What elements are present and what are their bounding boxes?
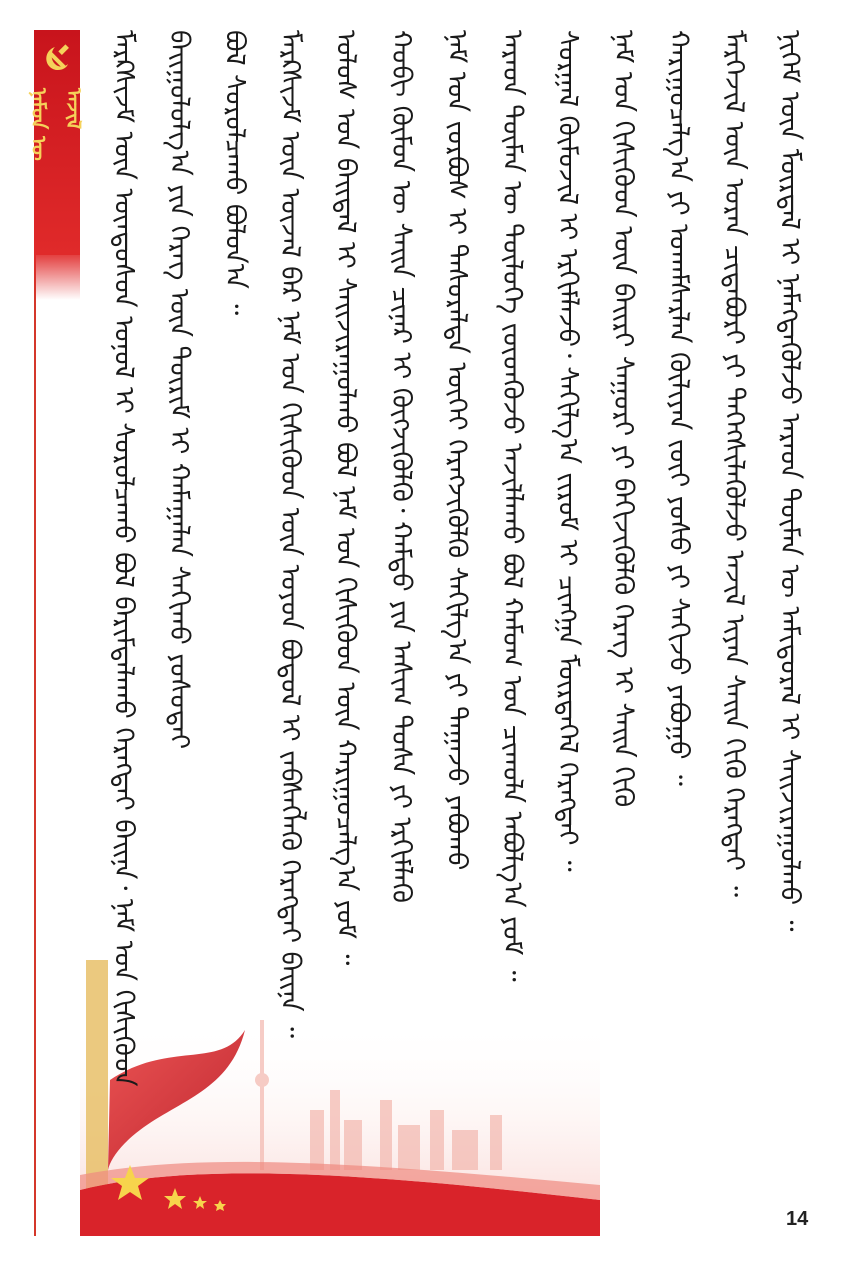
text-column: ᠪᠠᠢᠭᠤᠯᠤᠯᠭ᠎ᠠ ᠶᠢᠨ ᠬᠡᠷᠡᠭ ᠦᠨ ᠳᠦᠷᠢᠮ ᠢ ᠬᠠᠮᠠᠭᠠᠯᠠᠨ ᠰᠠᠬᠢᠬᠤ ᠶᠣᠰᠤᠳᠠᠢ xyxy=(163,30,195,750)
text-column: ᠰᠤᠷᠭᠠᠯ ᠬᠦᠮᠦᠵᠢᠯ ᠢ ᠡᠷᠬᠢᠮᠯᠡᠵᠦ᠂ ᠰᠠᠬᠢᠯᠭ᠎ᠠ ᠵᠢᠷᠤᠮ ᠢ ᠴᠢᠩᠭᠠ ᠮᠦᠷᠳᠡᠭᠡᠯ ᠬᠡᠷᠡᠭᠲᠡᠢ ᠃ xyxy=(552,30,583,872)
text-column: ᠨᠠᠮ ᠤᠨ ᠵᠤᠷᠪᠤᠰ ᠢ ᠲᠠᠰᠤᠷᠠᠯᠲᠠ ᠦᠭᠡᠢ ᠬᠡᠷᠡᠭᠵᠢᠭᠦᠯᠬᠦ ᠰᠠᠬᠢᠯᠭ᠎ᠠ ᠶᠢ ᠳᠠᠭᠠᠵᠤ ᠶᠠᠪᠤᠬᠤ xyxy=(441,30,472,871)
text-column: ᠪᠣᠯ ᠰᠤᠷᠤᠯᠴᠠᠬᠤ ᠪᠣᠯᠤᠨ᠎ᠠ ᠃ xyxy=(219,30,250,316)
text-column: ᠬᠠᠷᠢᠭᠤᠴᠠᠯᠭ᠎ᠠ ᠶᠢ ᠤᠬᠠᠮᠰᠠᠷᠯᠠᠨ ᠬᠦᠯᠢᠶᠡᠨ ᠵᠦᠢ ᠶᠣᠰᠤ ᠶᠢ ᠰᠠᠬᠢᠵᠤ ᠶᠠᠪᠤᠭᠤ ᠃ xyxy=(663,30,694,786)
page-number: 14 xyxy=(786,1208,809,1230)
text-column: ᠮᠠᠷᠺᠰᠢᠵᠮ ᠦᠨ ᠦᠵᠡᠯ ᠪᠠᠷ ᠨᠠᠮ ᠤᠨ ᠭᠢᠰᠢᠭᠦᠳ ᠦᠨ ᠤᠶᠤᠨ ᠪᠣᠳᠤᠯ ᠢ ᠵᠡᠪᠰᠡᠭᠯᠡᠬᠦ ᠬᠡᠷᠡᠭᠲᠡᠢ ᠪᠠᠢᠨᠠ ᠃ xyxy=(274,30,306,1038)
text-column: ᠬᠤᠪᠢ ᠬᠦᠮᠦᠨ ᠦ ᠰᠠᠢᠨ ᠴᠢᠨᠠᠷ ᠢ ᠬᠥᠭᠵᠢᠭᠦᠯᠬᠦ᠂ ᠬᠠᠮᠲᠤ ᠶᠢᠨ ᠠᠰᠢᠭ ᠲᠤᠰᠠ ᠶᠢ ᠡᠷᠬᠢᠮᠯᠡᠬᠦ xyxy=(385,30,417,903)
text-column: ᠨᠢᠭᠡᠮ ᠦᠨ ᠮᠥᠷᠳᠡᠯ ᠢ ᠨᠡᠮᠡᠭᠳᠡᠭᠦᠯᠵᠦ ᠠᠷᠠᠳ ᠲᠦᠮᠡᠨ ᠦ ᠠᠮᠢᠳᠤᠷᠠᠯ ᠢ ᠰᠠᠢᠵᠢᠷᠠᠭᠤᠯᠬᠤ ᠃ xyxy=(774,30,805,932)
text-column: ᠮᠠᠷᠺᠰᠢᠵᠮ ᠦᠨ ᠦᠨᠳᠦᠰᠦᠨ ᠤᠨᠤᠯ ᠢ ᠰᠤᠷᠤᠯᠴᠠᠬᠤ ᠪᠣᠯ ᠪᠠᠷᠢᠮᠲᠠᠯᠠᠬᠤ ᠬᠡᠷᠡᠭᠲᠡᠢ ᠪᠠᠢᠨᠠ᠂ ᠨᠠᠮ ᠤᠨ ᠭᠢᠰᠢᠭᠦᠳ xyxy=(108,30,139,1087)
header-title xyxy=(40,88,74,198)
header-band-fade xyxy=(34,250,80,300)
text-column: ᠮᠡᠷᠭᠡᠵᠢᠯ ᠦᠨ ᠤᠷᠠᠨ ᠴᠢᠳᠠᠪᠤᠷᠢ ᠶᠢ ᠳᠡᠭᠡᠭᠰᠢᠯᠡᠭᠦᠯᠵᠦ ᠠᠵᠢᠯ ᠢᠶᠠᠨ ᠰᠠᠢᠨ ᠬᠢᠬᠦ ᠬᠡᠷᠡᠭᠲᠡᠢ ᠃ xyxy=(718,30,750,898)
text-column: ᠨᠠᠮ ᠤᠨ ᠭᠢᠰᠢᠭᠦᠳ ᠦᠨ ᠪᠠᠢᠷᠢ ᠰᠠᠭᠤᠷᠢ ᠶᠢ ᠪᠡᠬᠢᠵᠢᠭᠦᠯᠬᠦ ᠬᠡᠷᠡᠭ ᠢ ᠰᠠᠢᠨ ᠬᠢᠬᠦ xyxy=(607,30,639,808)
text-column: ᠠᠷᠠᠳ ᠲᠦᠮᠡᠨ ᠦ ᠲᠥᠯᠦᠭᠡ ᠵᠦᠳᠬᠦᠵᠦ ᠠᠵᠢᠯᠯᠠᠬᠤ ᠪᠣᠯ ᠬᠠᠮᠤᠭ ᠤᠨ ᠴᠢᠬᠤᠯᠠ ᠠᠪᠤᠯᠭ᠎ᠠ ᠶᠤᠮ ᠃ xyxy=(496,30,528,982)
hammer-sickle-icon xyxy=(40,42,74,76)
text-column: ᠤᠯᠤᠰ ᠤᠨ ᠪᠠᠢᠳᠠᠯ ᠢ ᠰᠠᠢᠵᠢᠷᠠᠭᠤᠯᠬᠤ ᠪᠣᠯ ᠨᠠᠮ ᠤᠨ ᠭᠢᠰᠢᠭᠦᠳ ᠦᠨ ᠬᠠᠷᠢᠭᠤᠴᠠᠯᠭ᠎ᠠ ᠶᠤᠮ ᠃ xyxy=(330,30,361,966)
body-text xyxy=(100,30,812,1200)
